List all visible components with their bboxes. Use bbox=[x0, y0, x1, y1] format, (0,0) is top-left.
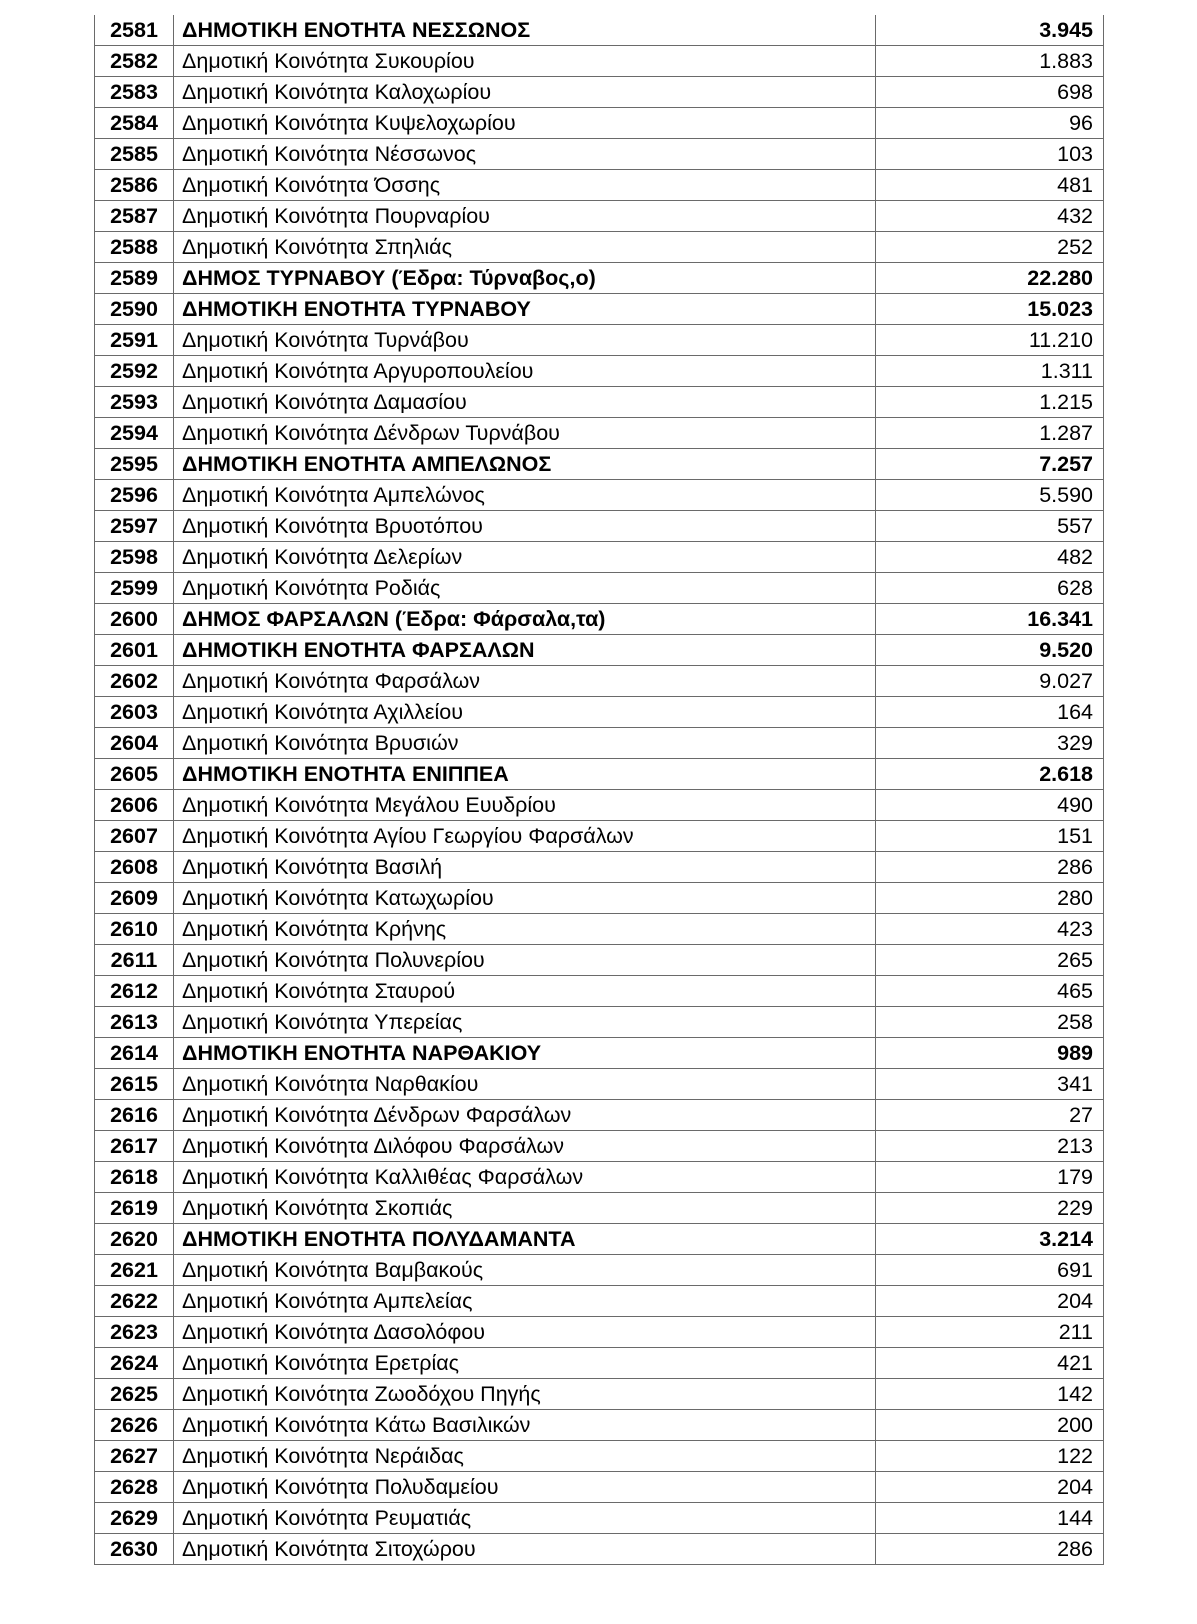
row-value: 103 bbox=[876, 139, 1104, 170]
table-row bbox=[95, 542, 1104, 573]
table-row bbox=[95, 356, 1104, 387]
row-code: 2614 bbox=[95, 1038, 174, 1069]
table-row bbox=[95, 945, 1104, 976]
row-value: 144 bbox=[876, 1503, 1104, 1534]
row-code: 2623 bbox=[95, 1317, 174, 1348]
row-value: 432 bbox=[876, 201, 1104, 232]
table-body bbox=[95, 15, 1104, 1565]
table-row bbox=[95, 883, 1104, 914]
table-row bbox=[95, 1162, 1104, 1193]
row-code: 2586 bbox=[95, 170, 174, 201]
table-row bbox=[95, 852, 1104, 883]
table-row bbox=[95, 1131, 1104, 1162]
row-code: 2615 bbox=[95, 1069, 174, 1100]
row-code: 2616 bbox=[95, 1100, 174, 1131]
row-code: 2606 bbox=[95, 790, 174, 821]
table-row bbox=[95, 1348, 1104, 1379]
table-row bbox=[95, 1100, 1104, 1131]
row-value: 423 bbox=[876, 914, 1104, 945]
table-row bbox=[95, 449, 1104, 480]
row-value: 628 bbox=[876, 573, 1104, 604]
row-name: Δημοτική Κοινότητα Δελερίων bbox=[174, 542, 876, 573]
row-name: Δημοτική Κοινότητα Διλόφου Φαρσάλων bbox=[174, 1131, 876, 1162]
row-code: 2620 bbox=[95, 1224, 174, 1255]
row-name: Δημοτική Κοινότητα Αργυροπουλείου bbox=[174, 356, 876, 387]
table-row bbox=[95, 759, 1104, 790]
row-value: 200 bbox=[876, 1410, 1104, 1441]
row-name: Δημοτική Κοινότητα Βρυσιών bbox=[174, 728, 876, 759]
row-code: 2590 bbox=[95, 294, 174, 325]
row-value: 179 bbox=[876, 1162, 1104, 1193]
row-value: 691 bbox=[876, 1255, 1104, 1286]
row-name: Δημοτική Κοινότητα Καλλιθέας Φαρσάλων bbox=[174, 1162, 876, 1193]
row-name: ΔΗΜΟΤΙΚΗ ΕΝΟΤΗΤΑ ΝΑΡΘΑΚΙΟΥ bbox=[174, 1038, 876, 1069]
row-value: 421 bbox=[876, 1348, 1104, 1379]
row-code: 2598 bbox=[95, 542, 174, 573]
row-code: 2595 bbox=[95, 449, 174, 480]
row-name: ΔΗΜΟΤΙΚΗ ΕΝΟΤΗΤΑ ΕΝΙΠΠΕΑ bbox=[174, 759, 876, 790]
row-code: 2593 bbox=[95, 387, 174, 418]
row-value: 465 bbox=[876, 976, 1104, 1007]
row-name: ΔΗΜΟΣ ΤΥΡΝΑΒΟΥ (Έδρα: Τύρναβος,ο) bbox=[174, 263, 876, 294]
row-value: 96 bbox=[876, 108, 1104, 139]
row-code: 2584 bbox=[95, 108, 174, 139]
row-name: ΔΗΜΟΤΙΚΗ ΕΝΟΤΗΤΑ ΦΑΡΣΑΛΩΝ bbox=[174, 635, 876, 666]
row-name: Δημοτική Κοινότητα Βαμβακούς bbox=[174, 1255, 876, 1286]
row-code: 2618 bbox=[95, 1162, 174, 1193]
row-name: Δημοτική Κοινότητα Αμπελείας bbox=[174, 1286, 876, 1317]
row-code: 2610 bbox=[95, 914, 174, 945]
row-code: 2600 bbox=[95, 604, 174, 635]
row-value: 258 bbox=[876, 1007, 1104, 1038]
table-row bbox=[95, 1379, 1104, 1410]
row-value: 1.215 bbox=[876, 387, 1104, 418]
row-value: 204 bbox=[876, 1472, 1104, 1503]
row-name: ΔΗΜΟΤΙΚΗ ΕΝΟΤΗΤΑ ΠΟΛΥΔΑΜΑΝΤΑ bbox=[174, 1224, 876, 1255]
row-value: 9.520 bbox=[876, 635, 1104, 666]
row-value: 11.210 bbox=[876, 325, 1104, 356]
table-row bbox=[95, 77, 1104, 108]
table-row bbox=[95, 1534, 1104, 1565]
table-row bbox=[95, 201, 1104, 232]
row-name: Δημοτική Κοινότητα Δαμασίου bbox=[174, 387, 876, 418]
row-value: 482 bbox=[876, 542, 1104, 573]
row-name: Δημοτική Κοινότητα Πολυδαμείου bbox=[174, 1472, 876, 1503]
row-code: 2587 bbox=[95, 201, 174, 232]
row-code: 2622 bbox=[95, 1286, 174, 1317]
row-code: 2607 bbox=[95, 821, 174, 852]
row-value: 9.027 bbox=[876, 666, 1104, 697]
row-value: 5.590 bbox=[876, 480, 1104, 511]
table-row bbox=[95, 976, 1104, 1007]
row-value: 27 bbox=[876, 1100, 1104, 1131]
row-name: Δημοτική Κοινότητα Σπηλιάς bbox=[174, 232, 876, 263]
row-name: Δημοτική Κοινότητα Πολυνερίου bbox=[174, 945, 876, 976]
table-row bbox=[95, 604, 1104, 635]
row-name: Δημοτική Κοινότητα Βρυοτόπου bbox=[174, 511, 876, 542]
row-name: Δημοτική Κοινότητα Κατωχωρίου bbox=[174, 883, 876, 914]
row-code: 2604 bbox=[95, 728, 174, 759]
table-row bbox=[95, 1007, 1104, 1038]
table-row bbox=[95, 728, 1104, 759]
row-name: Δημοτική Κοινότητα Σταυρού bbox=[174, 976, 876, 1007]
row-name: Δημοτική Κοινότητα Συκουρίου bbox=[174, 46, 876, 77]
row-name: Δημοτική Κοινότητα Σκοπιάς bbox=[174, 1193, 876, 1224]
row-name: ΔΗΜΟΣ ΦΑΡΣΑΛΩΝ (Έδρα: Φάρσαλα,τα) bbox=[174, 604, 876, 635]
row-name: Δημοτική Κοινότητα Μεγάλου Ευυδρίου bbox=[174, 790, 876, 821]
row-value: 989 bbox=[876, 1038, 1104, 1069]
row-name: Δημοτική Κοινότητα Δασολόφου bbox=[174, 1317, 876, 1348]
row-code: 2617 bbox=[95, 1131, 174, 1162]
row-code: 2588 bbox=[95, 232, 174, 263]
row-name: Δημοτική Κοινότητα Αμπελώνος bbox=[174, 480, 876, 511]
row-value: 3.945 bbox=[876, 15, 1104, 46]
row-value: 265 bbox=[876, 945, 1104, 976]
table-row bbox=[95, 263, 1104, 294]
row-value: 151 bbox=[876, 821, 1104, 852]
row-code: 2583 bbox=[95, 77, 174, 108]
row-value: 16.341 bbox=[876, 604, 1104, 635]
row-code: 2605 bbox=[95, 759, 174, 790]
row-value: 7.257 bbox=[876, 449, 1104, 480]
row-value: 211 bbox=[876, 1317, 1104, 1348]
row-code: 2611 bbox=[95, 945, 174, 976]
row-value: 252 bbox=[876, 232, 1104, 263]
table-row bbox=[95, 511, 1104, 542]
table-row bbox=[95, 1224, 1104, 1255]
population-table bbox=[94, 15, 1104, 1565]
row-value: 22.280 bbox=[876, 263, 1104, 294]
row-name: Δημοτική Κοινότητα Ναρθακίου bbox=[174, 1069, 876, 1100]
table-row bbox=[95, 635, 1104, 666]
row-code: 2602 bbox=[95, 666, 174, 697]
row-value: 3.214 bbox=[876, 1224, 1104, 1255]
table-row bbox=[95, 387, 1104, 418]
table-row bbox=[95, 790, 1104, 821]
row-value: 164 bbox=[876, 697, 1104, 728]
table-row bbox=[95, 170, 1104, 201]
row-code: 2603 bbox=[95, 697, 174, 728]
row-code: 2609 bbox=[95, 883, 174, 914]
row-name: Δημοτική Κοινότητα Ζωοδόχου Πηγής bbox=[174, 1379, 876, 1410]
row-code: 2592 bbox=[95, 356, 174, 387]
row-code: 2596 bbox=[95, 480, 174, 511]
row-name: Δημοτική Κοινότητα Σιτοχώρου bbox=[174, 1534, 876, 1565]
row-value: 1.311 bbox=[876, 356, 1104, 387]
row-value: 142 bbox=[876, 1379, 1104, 1410]
row-code: 2594 bbox=[95, 418, 174, 449]
row-name: Δημοτική Κοινότητα Δένδρων Φαρσάλων bbox=[174, 1100, 876, 1131]
row-value: 329 bbox=[876, 728, 1104, 759]
table-row bbox=[95, 480, 1104, 511]
row-name: Δημοτική Κοινότητα Κρήνης bbox=[174, 914, 876, 945]
row-value: 2.618 bbox=[876, 759, 1104, 790]
row-code: 2627 bbox=[95, 1441, 174, 1472]
row-value: 286 bbox=[876, 852, 1104, 883]
row-name: Δημοτική Κοινότητα Δένδρων Τυρνάβου bbox=[174, 418, 876, 449]
row-name: Δημοτική Κοινότητα Καλοχωρίου bbox=[174, 77, 876, 108]
table-row bbox=[95, 666, 1104, 697]
table-row bbox=[95, 1038, 1104, 1069]
row-value: 698 bbox=[876, 77, 1104, 108]
table-row bbox=[95, 1472, 1104, 1503]
row-value: 286 bbox=[876, 1534, 1104, 1565]
table-row bbox=[95, 139, 1104, 170]
row-name: Δημοτική Κοινότητα Πουρναρίου bbox=[174, 201, 876, 232]
row-name: Δημοτική Κοινότητα Βασιλή bbox=[174, 852, 876, 883]
row-name: Δημοτική Κοινότητα Υπερείας bbox=[174, 1007, 876, 1038]
row-name: Δημοτική Κοινότητα Αχιλλείου bbox=[174, 697, 876, 728]
row-code: 2613 bbox=[95, 1007, 174, 1038]
row-code: 2582 bbox=[95, 46, 174, 77]
table-row bbox=[95, 1069, 1104, 1100]
row-value: 1.883 bbox=[876, 46, 1104, 77]
table-row bbox=[95, 232, 1104, 263]
table-row bbox=[95, 325, 1104, 356]
row-code: 2612 bbox=[95, 976, 174, 1007]
table-row bbox=[95, 573, 1104, 604]
table-row bbox=[95, 1255, 1104, 1286]
row-code: 2629 bbox=[95, 1503, 174, 1534]
row-code: 2589 bbox=[95, 263, 174, 294]
row-code: 2619 bbox=[95, 1193, 174, 1224]
row-value: 229 bbox=[876, 1193, 1104, 1224]
row-name: Δημοτική Κοινότητα Φαρσάλων bbox=[174, 666, 876, 697]
row-name: Δημοτική Κοινότητα Νεράιδας bbox=[174, 1441, 876, 1472]
row-code: 2591 bbox=[95, 325, 174, 356]
row-value: 122 bbox=[876, 1441, 1104, 1472]
row-value: 557 bbox=[876, 511, 1104, 542]
row-code: 2621 bbox=[95, 1255, 174, 1286]
row-name: Δημοτική Κοινότητα Ερετρίας bbox=[174, 1348, 876, 1379]
row-code: 2585 bbox=[95, 139, 174, 170]
row-name: Δημοτική Κοινότητα Ροδιάς bbox=[174, 573, 876, 604]
row-name: ΔΗΜΟΤΙΚΗ ΕΝΟΤΗΤΑ ΝΕΣΣΩΝΟΣ bbox=[174, 15, 876, 46]
row-code: 2630 bbox=[95, 1534, 174, 1565]
table-row bbox=[95, 1193, 1104, 1224]
row-value: 280 bbox=[876, 883, 1104, 914]
row-value: 481 bbox=[876, 170, 1104, 201]
row-value: 213 bbox=[876, 1131, 1104, 1162]
row-value: 15.023 bbox=[876, 294, 1104, 325]
row-value: 204 bbox=[876, 1286, 1104, 1317]
row-name: ΔΗΜΟΤΙΚΗ ΕΝΟΤΗΤΑ ΤΥΡΝΑΒΟΥ bbox=[174, 294, 876, 325]
row-value: 1.287 bbox=[876, 418, 1104, 449]
row-name: Δημοτική Κοινότητα Κυψελοχωρίου bbox=[174, 108, 876, 139]
row-code: 2597 bbox=[95, 511, 174, 542]
table-row bbox=[95, 1317, 1104, 1348]
table-row bbox=[95, 1286, 1104, 1317]
table-row bbox=[95, 46, 1104, 77]
table-row bbox=[95, 1410, 1104, 1441]
table-row bbox=[95, 697, 1104, 728]
row-code: 2581 bbox=[95, 15, 174, 46]
table-row bbox=[95, 418, 1104, 449]
table-row bbox=[95, 294, 1104, 325]
row-name: Δημοτική Κοινότητα Νέσσωνος bbox=[174, 139, 876, 170]
table-row bbox=[95, 1503, 1104, 1534]
row-code: 2608 bbox=[95, 852, 174, 883]
row-value: 490 bbox=[876, 790, 1104, 821]
row-name: Δημοτική Κοινότητα Ρευματιάς bbox=[174, 1503, 876, 1534]
row-value: 341 bbox=[876, 1069, 1104, 1100]
row-code: 2624 bbox=[95, 1348, 174, 1379]
row-name: Δημοτική Κοινότητα Όσσης bbox=[174, 170, 876, 201]
row-code: 2599 bbox=[95, 573, 174, 604]
row-name: ΔΗΜΟΤΙΚΗ ΕΝΟΤΗΤΑ ΑΜΠΕΛΩΝΟΣ bbox=[174, 449, 876, 480]
row-name: Δημοτική Κοινότητα Κάτω Βασιλικών bbox=[174, 1410, 876, 1441]
table-row bbox=[95, 15, 1104, 46]
table-row bbox=[95, 108, 1104, 139]
row-code: 2628 bbox=[95, 1472, 174, 1503]
row-code: 2625 bbox=[95, 1379, 174, 1410]
row-code: 2626 bbox=[95, 1410, 174, 1441]
row-code: 2601 bbox=[95, 635, 174, 666]
table-row bbox=[95, 1441, 1104, 1472]
table-row bbox=[95, 914, 1104, 945]
table-row bbox=[95, 821, 1104, 852]
row-name: Δημοτική Κοινότητα Τυρνάβου bbox=[174, 325, 876, 356]
row-name: Δημοτική Κοινότητα Αγίου Γεωργίου Φαρσάλων bbox=[174, 821, 876, 852]
